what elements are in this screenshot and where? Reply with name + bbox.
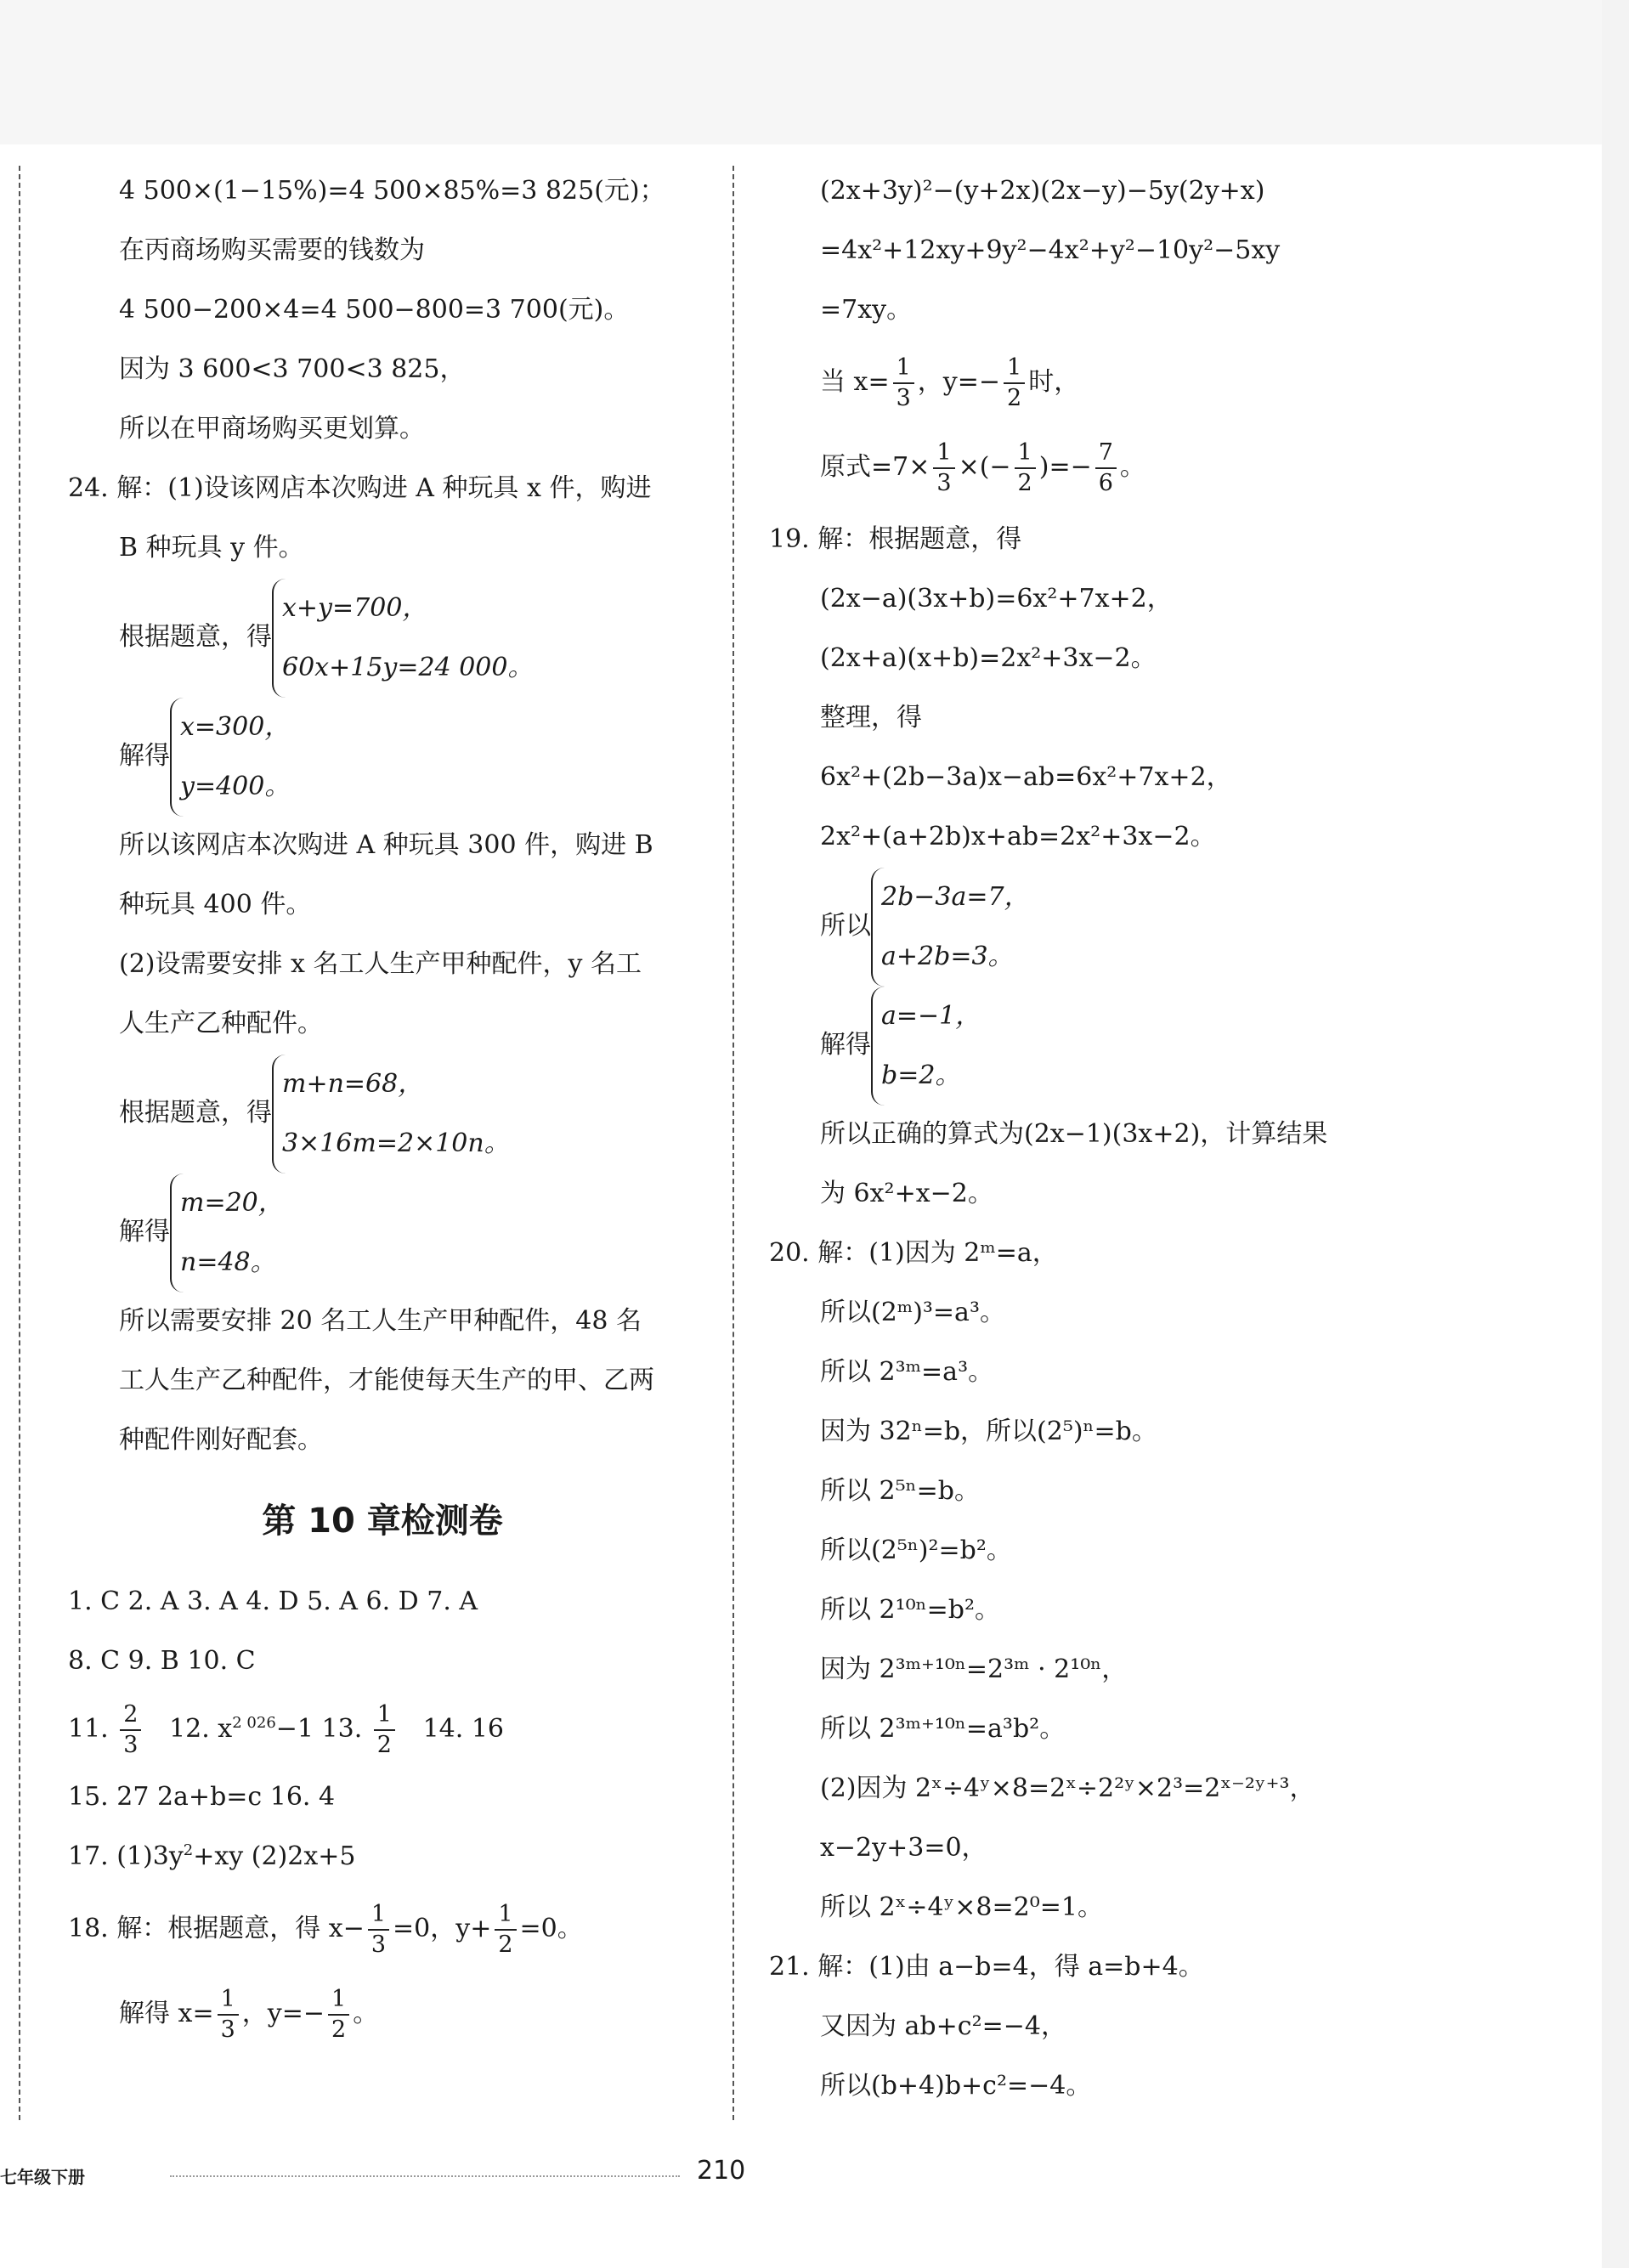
fraction: [328, 1985, 349, 2045]
fraction: [218, 1985, 239, 2045]
equation: 60x+15y=24 000。: [282, 653, 534, 682]
math-line: 所以 2¹⁰ⁿ=b²。: [820, 1595, 1001, 1625]
math-line: 所以 2ˣ÷4ʸ×8=2⁰=1。: [820, 1892, 1103, 1922]
math-line: 又因为 ab+c²=−4，: [820, 2011, 1066, 2041]
numerator: 1: [1015, 438, 1036, 469]
equation: y=400。: [180, 772, 291, 801]
answers-fill-row-1: [68, 1691, 697, 1767]
numerator: 1: [495, 1900, 516, 1931]
text-line: 在丙商场购买需要的钱数为: [119, 235, 425, 265]
answer-number: 11.: [68, 1714, 109, 1744]
right-column: [769, 161, 1449, 2116]
text-line: 4 500−200×4=4 500−800=3 700(元)。: [119, 295, 630, 325]
fraction: [1015, 438, 1036, 498]
equation-system-3: [769, 867, 1449, 986]
equation: a=−1，: [881, 1001, 981, 1031]
math-line: (2x+3y)²−(y+2x)(2x−y)−5y(2y+x): [820, 176, 1265, 206]
fraction: [893, 353, 914, 413]
denominator: 2: [1007, 385, 1022, 411]
denominator: 2: [498, 1931, 513, 1958]
system-brace: [170, 698, 290, 817]
text-line: B 种玩具 y 件。: [119, 533, 304, 563]
text: =0，y+: [393, 1914, 492, 1943]
question-20: 20. 解：(1)因为 2ᵐ=a，: [769, 1238, 1058, 1268]
answer-text: 12. x: [169, 1714, 233, 1744]
solution-system-3: [769, 986, 1449, 1105]
numerator: 1: [328, 1985, 349, 2016]
math-line: (2x+a)(x+b)=2x²+3x−2。: [820, 643, 1157, 673]
denominator: 2: [331, 2016, 347, 2043]
text-line: 种玩具 400 件。: [119, 890, 312, 919]
numerator: 2: [120, 1700, 141, 1731]
math-line: 所以(2ᵐ)³=a³。: [820, 1298, 1005, 1327]
text: ，y=−: [917, 367, 1001, 397]
math-line: 所以(2⁵ⁿ)²=b²。: [820, 1536, 1012, 1565]
denominator: 3: [896, 385, 911, 411]
text: 。: [353, 1999, 379, 2028]
exponent: 2 026: [232, 1714, 276, 1732]
equation: a+2b=3。: [881, 942, 1014, 971]
numerator: 1: [1004, 353, 1025, 384]
footer-grade: 七年级下册: [0, 2167, 85, 2187]
equation: 3×16m=2×10n。: [282, 1128, 510, 1158]
exponent: 2: [183, 1841, 194, 1859]
text: ×(−: [958, 452, 1011, 482]
math-line: =7xy。: [820, 295, 913, 325]
denominator: 3: [220, 2016, 235, 2043]
question-21: 21. 解：(1)由 a−b=4，得 a=b+4。: [769, 1952, 1204, 1982]
text: =0。: [519, 1914, 583, 1943]
text-line: 所以在甲商场购买更划算。: [119, 414, 425, 444]
equation: x+y=700，: [282, 593, 428, 623]
math-line: 所以(b+4)b+c²=−4。: [820, 2071, 1092, 2101]
equation: x=300，: [180, 712, 291, 742]
equation: m=20，: [180, 1188, 284, 1218]
text-line: 4 500×(1−15%)=4 500×85%=3 825(元)；: [119, 176, 665, 206]
system-brace: [871, 987, 981, 1106]
text: 。: [1119, 452, 1145, 482]
system-label: 根据题意，得: [119, 622, 272, 652]
math-line: (2)因为 2ˣ÷4ʸ×8=2ˣ÷2²ʸ×2³=2ˣ⁻²ʸ⁺³，: [820, 1773, 1315, 1803]
answers-fill-row-2: 15. 27 2a+b=c 16. 4: [68, 1782, 336, 1812]
fraction: [1004, 353, 1025, 413]
denominator: 2: [376, 1732, 392, 1758]
numerator: 1: [218, 1985, 239, 2016]
denominator: 2: [1017, 470, 1032, 496]
fraction: [368, 1900, 389, 1960]
result-line: [769, 425, 1449, 510]
denominator: 6: [1098, 470, 1113, 496]
math-line: =4x²+12xy+9y²−4x²+y²−10y²−5xy: [820, 235, 1281, 265]
text-line: 种配件刚好配套。: [119, 1425, 323, 1455]
text-line: 所以需要安排 20 名工人生产甲种配件，48 名: [119, 1306, 642, 1336]
math-line: 因为 2³ᵐ⁺¹⁰ⁿ=2³ᵐ · 2¹⁰ⁿ，: [820, 1654, 1128, 1684]
denominator: 3: [936, 470, 952, 496]
math-line: 所以 2⁵ⁿ=b。: [820, 1476, 980, 1506]
solution-18: [68, 1971, 697, 2056]
math-line: (2x−a)(3x+b)=6x²+7x+2，: [820, 584, 1173, 614]
numerator: 1: [893, 353, 914, 384]
footer-dotted-rule: [170, 2175, 680, 2177]
question-18: [68, 1886, 697, 1971]
system-brace: [272, 579, 533, 698]
numerator: 1: [368, 1900, 389, 1931]
text-line: 工人生产乙种配件，才能使每天生产的甲、乙两: [119, 1366, 654, 1395]
denominator: 3: [123, 1732, 139, 1758]
text-line: 整理，得: [820, 703, 922, 732]
equation: 2b−3a=7，: [881, 882, 1030, 912]
system-brace: [170, 1174, 284, 1292]
answer-text: 17. (1)3y: [68, 1841, 184, 1871]
question-24: 24. 解：(1)设该网店本次购进 A 种玩具 x 件，购进: [68, 473, 652, 503]
fraction: [120, 1700, 141, 1760]
fraction: [495, 1900, 516, 1960]
equation: n=48。: [180, 1247, 276, 1277]
math-line: 6x²+(2b−3a)x−ab=6x²+7x+2，: [820, 762, 1232, 792]
text-line: 所以该网店本次购进 A 种玩具 300 件，购进 B: [119, 830, 653, 860]
math-line: x−2y+3=0，: [820, 1833, 987, 1863]
numerator: 1: [374, 1700, 395, 1731]
answer-text: 14. 16: [422, 1714, 505, 1744]
system-label: 解得: [119, 1217, 170, 1247]
text-line: (2)设需要安排 x 名工人生产甲种配件，y 名工: [119, 949, 642, 979]
text: 18. 解：根据题意，得 x−: [68, 1914, 365, 1943]
scan-top-band: [0, 0, 1629, 144]
fraction: [374, 1700, 395, 1760]
text: )=−: [1038, 452, 1092, 482]
system-label: 所以: [820, 911, 871, 941]
binding-cut-line-center: [732, 166, 734, 2120]
text: 当 x=: [820, 367, 890, 397]
system-label: 解得: [119, 741, 170, 771]
math-line: 所以 2³ᵐ⁺¹⁰ⁿ=a³b²。: [820, 1714, 1066, 1744]
equation: m+n=68，: [282, 1069, 424, 1099]
text: 解得 x=: [119, 1999, 214, 2028]
binding-cut-line-left: [19, 166, 20, 2120]
equation-system-2: [68, 1054, 697, 1173]
solution-system-2: [68, 1173, 697, 1292]
numerator: 7: [1095, 438, 1117, 469]
system-label: 解得: [820, 1030, 871, 1060]
left-column: [68, 161, 697, 2056]
system-label: 根据题意，得: [119, 1098, 272, 1128]
text-line: 为 6x²+x−2。: [820, 1179, 993, 1208]
fraction: [1095, 438, 1117, 498]
math-line: 所以 2³ᵐ=a³。: [820, 1357, 994, 1387]
answer-text: −1 13.: [275, 1714, 363, 1744]
denominator: 3: [370, 1931, 387, 1958]
equation-system-1: [68, 578, 697, 697]
fraction: [933, 438, 954, 498]
scan-right-band: [1602, 0, 1629, 2268]
text: ，y=−: [241, 1999, 325, 2028]
text: 原式=7×: [820, 452, 930, 482]
answer-text: +xy (2)2x+5: [193, 1841, 356, 1871]
answers-mc-row-2: 8. C 9. B 10. C: [68, 1646, 256, 1676]
answers-fill-row-3: [68, 1827, 697, 1886]
numerator: 1: [933, 438, 954, 469]
text-line: 所以正确的算式为(2x−1)(3x+2)，计算结果: [820, 1119, 1328, 1149]
chapter-heading: 第 10 章检测卷: [262, 1502, 503, 1541]
system-brace: [272, 1055, 510, 1174]
text-line: 人生产乙种配件。: [119, 1009, 323, 1038]
text-line: 因为 3 600<3 700<3 825，: [119, 354, 466, 384]
solution-system-1: [68, 697, 697, 816]
equation: b=2。: [881, 1060, 961, 1090]
math-line: 因为 32ⁿ=b，所以(2⁵)ⁿ=b。: [820, 1417, 1157, 1446]
answers-mc-row-1: 1. C 2. A 3. A 4. D 5. A 6. D 7. A: [68, 1586, 478, 1616]
question-19: 19. 解：根据题意，得: [769, 524, 1022, 554]
math-line: 2x²+(a+2b)x+ab=2x²+3x−2。: [820, 822, 1216, 851]
system-brace: [871, 868, 1030, 987]
substitution-line: [769, 340, 1449, 425]
text: 时，: [1028, 367, 1080, 397]
page-number: 210: [697, 2156, 746, 2186]
